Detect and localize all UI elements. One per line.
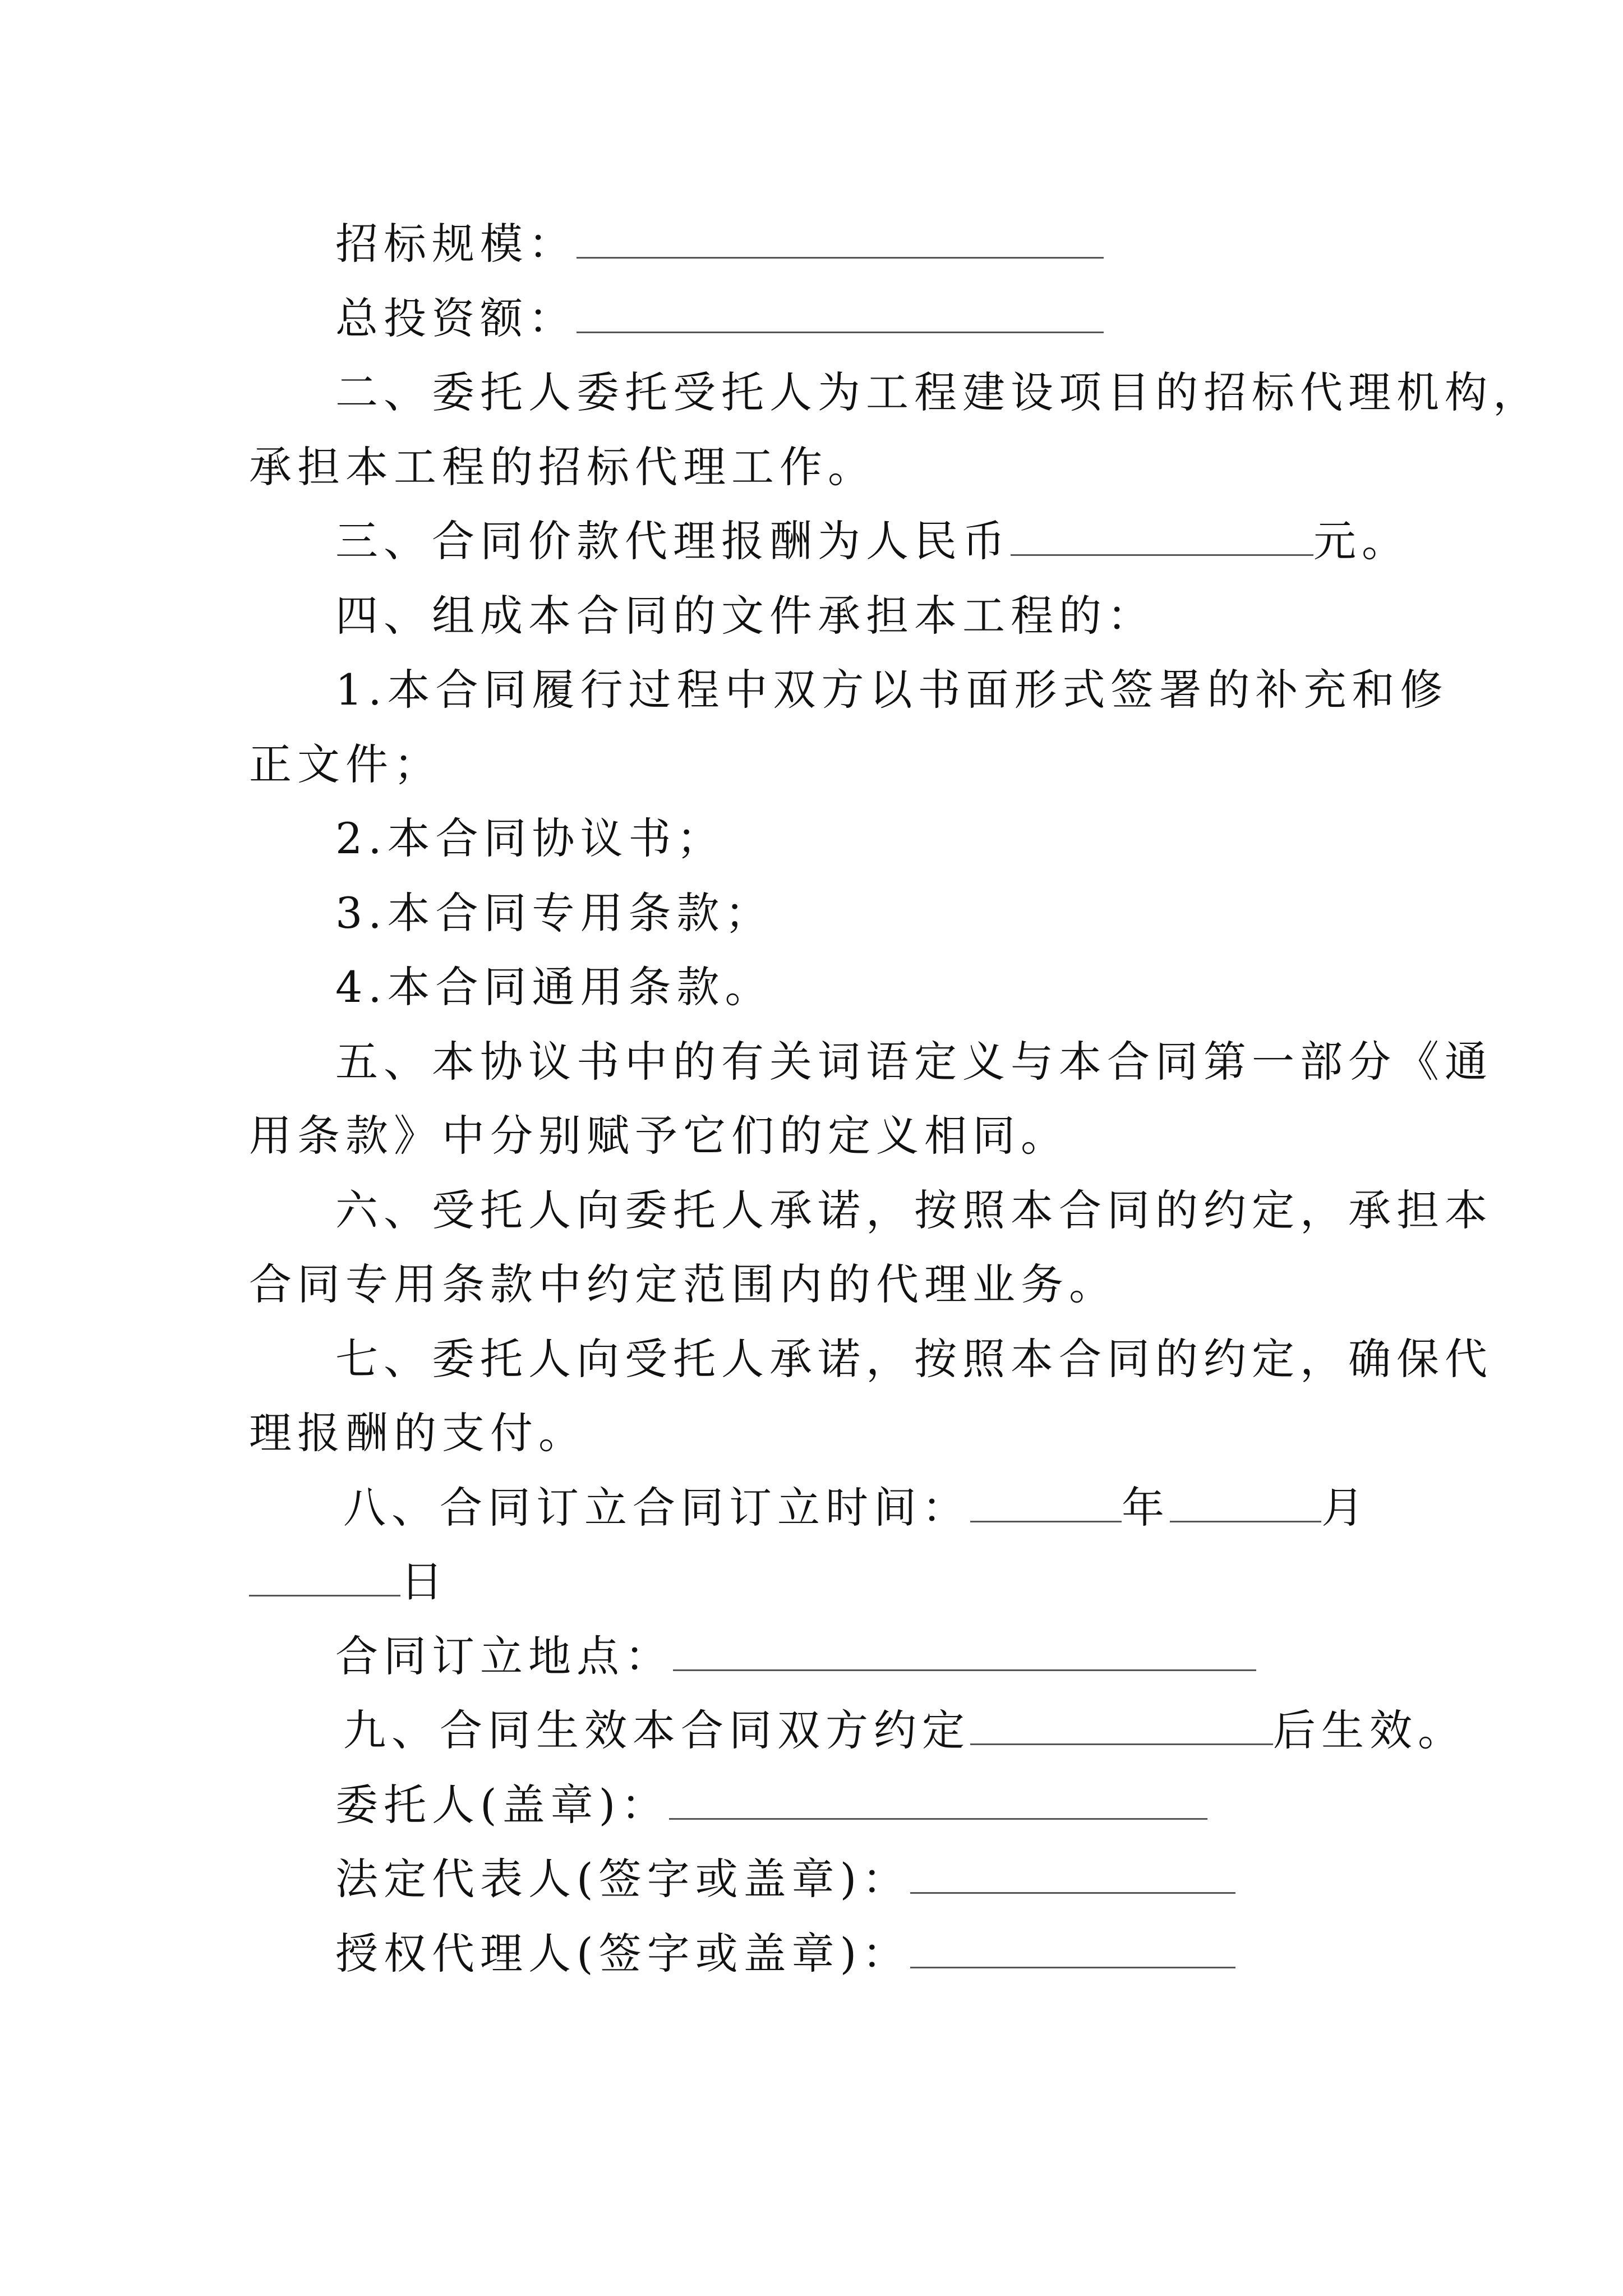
item-1-line-2: 正文件； [249, 739, 442, 789]
year-blank[interactable] [970, 1481, 1122, 1522]
total-investment-blank[interactable] [577, 292, 1104, 333]
clause-4-line: 四、组成本合同的文件承担本工程的： [335, 591, 1155, 641]
fee-amount-blank[interactable] [1011, 515, 1313, 556]
legal-rep-line [335, 1851, 1235, 1907]
item-3-line: 3.本合同专用条款； [335, 888, 773, 938]
legal-rep-blank[interactable] [910, 1853, 1235, 1894]
clause-6-line-2: 合同专用条款中约定范围内的代理业务。 [249, 1259, 1117, 1309]
bidding-scale-blank[interactable] [577, 218, 1104, 259]
clause-8-line [343, 1480, 1370, 1536]
clause-2-line-1: 二、委托人委托受托人为工程建设项目的招标代理机构， [335, 367, 1541, 417]
client-seal-blank[interactable] [669, 1779, 1207, 1820]
bidding-scale-label: 招标规模： [335, 219, 577, 269]
client-seal-line [335, 1777, 1207, 1833]
year-label: 年 [1122, 1483, 1170, 1533]
clause-7-line-1: 七、委托人向受托人承诺，按照本合同的约定，确保代 [335, 1334, 1493, 1384]
contract-place-label: 合同订立地点： [335, 1631, 673, 1681]
client-seal-label: 委托人(盖章)： [335, 1780, 670, 1830]
clause-7-line-2: 理报酬的支付。 [249, 1408, 587, 1458]
legal-rep-label: 法定代表人(签字或盖章)： [335, 1854, 911, 1904]
day-label: 日 [400, 1557, 449, 1607]
item-4-line: 4.本合同通用条款。 [335, 962, 773, 1012]
clause-2-line-2: 承担本工程的招标代理工作。 [249, 442, 876, 492]
effective-condition-blank[interactable] [970, 1704, 1273, 1745]
clause-8-text: 八、合同订立合同订立时间： [343, 1483, 970, 1533]
total-investment-line [335, 291, 1104, 347]
bidding-scale-line [335, 216, 1104, 272]
clause-9-line [343, 1703, 1466, 1759]
clause-9-suffix: 后生效。 [1273, 1705, 1466, 1755]
total-investment-label: 总投资额： [335, 293, 577, 343]
item-1-line-1: 1.本合同履行过程中双方以书面形式签署的补充和修 [335, 665, 1449, 715]
item-2-line: 2.本合同协议书； [335, 813, 725, 863]
authorized-agent-label: 授权代理人(签字或盖章)： [335, 1929, 911, 1978]
contract-place-line [335, 1628, 1256, 1685]
month-blank[interactable] [1170, 1481, 1321, 1522]
authorized-agent-line [335, 1926, 1235, 1982]
clause-3-line [335, 513, 1410, 569]
clause-8-day-line [249, 1554, 449, 1610]
clause-9-text: 九、合同生效本合同双方约定 [343, 1705, 970, 1755]
clause-3-suffix: 元。 [1313, 516, 1410, 566]
month-label: 月 [1321, 1483, 1370, 1533]
contract-place-blank[interactable] [673, 1630, 1256, 1671]
authorized-agent-blank[interactable] [910, 1927, 1235, 1968]
clause-5-line-1: 五、本协议书中的有关词语定义与本合同第一部分《通 [335, 1037, 1493, 1087]
clause-5-line-2: 用条款》中分别赋予它们的定义相同。 [249, 1111, 1069, 1161]
clause-6-line-1: 六、受托人向委托人承诺，按照本合同的约定，承担本 [335, 1185, 1493, 1235]
clause-3-text: 三、合同价款代理报酬为人民币 [335, 516, 1011, 566]
day-blank[interactable] [249, 1556, 400, 1596]
